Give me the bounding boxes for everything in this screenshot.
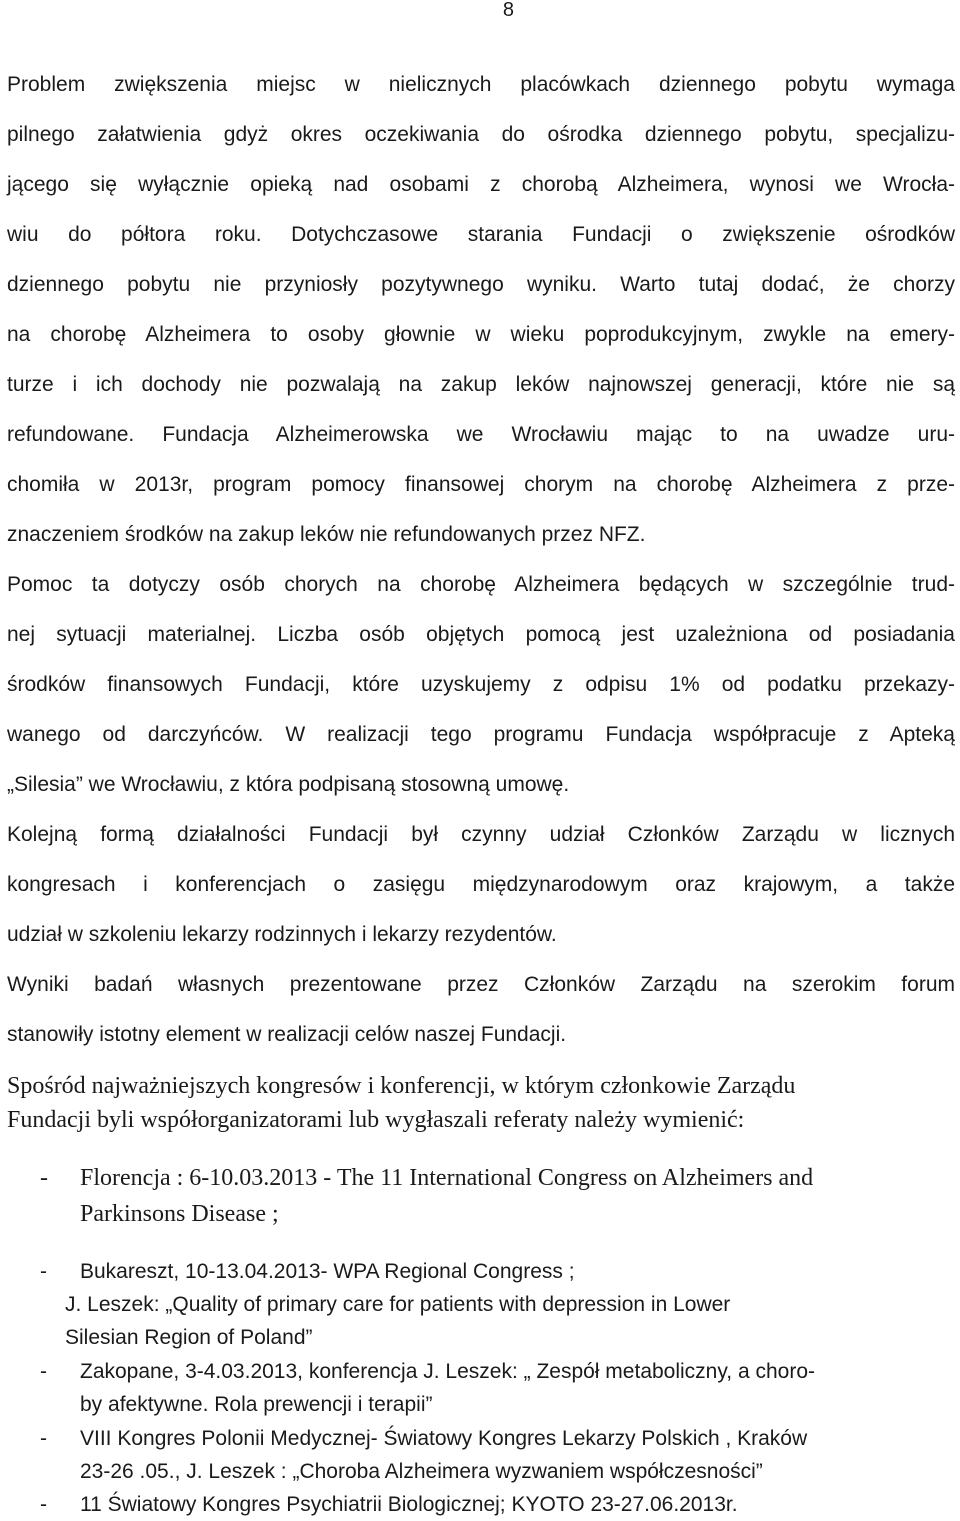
text-line: środków finansowych Fundacji, które uzyskujemy z odpisu 1% od podatku przekazy- — [7, 673, 955, 696]
text-line: refundowane. Fundacja Alzheimerowska we Wrocławiu mając to na uwadze uru- — [7, 423, 955, 446]
list-item-text: Silesian Region of Poland” — [65, 1326, 313, 1349]
text-line: Pomoc ta dotyczy osób chorych na chorobę Alzheimera będących w szczególnie trud- — [7, 573, 955, 596]
text-line: na chorobę Alzheimera to osoby głownie w wieku poprodukcyjnym, zwykle na emery- — [7, 323, 955, 346]
text-line: „Silesia” we Wrocławiu, z która podpisaną stosowną umowę. — [7, 773, 570, 796]
text-line: Wyniki badań własnych prezentowane przez Członków Zarządu na szerokim forum — [7, 973, 955, 996]
text-line: stanowiły istotny element w realizacji celów naszej Fundacji. — [7, 1023, 567, 1046]
list-item-text: Florencja : 6-10.03.2013 - The 11 International Congress on Alzheimers and — [80, 1165, 814, 1191]
text-line: dziennego pobytu nie przyniosły pozytywnego wyniku. Warto tutaj dodać, że chorzy — [7, 273, 955, 296]
text-line: chomiła w 2013r, program pomocy finansowej chorym na chorobę Alzheimera z prze- — [7, 473, 955, 496]
text-line: jącego się wyłącznie opieką nad osobami z chorobą Alzheimera, wynosi we Wrocła- — [7, 173, 955, 196]
text-line: wanego od darczyńców. W realizacji tego programu Fundacja współpracuje z Apteką — [7, 723, 955, 746]
text-line: Spośród najważniejszych kongresów i konferencji, w którym członkowie Zarządu — [7, 1073, 796, 1099]
list-dash: - — [40, 1260, 47, 1283]
text-line: Kolejną formą działalności Fundacji był czynny udział Członków Zarządu w licznych — [7, 823, 955, 846]
list-item-text: 11 Światowy Kongres Psychiatrii Biologicznej; KYOTO 23-27.06.2013r. — [80, 1493, 738, 1516]
list-item-text: Zakopane, 3-4.03.2013, konferencja J. Leszek: „ Zespół metaboliczny, a choro- — [80, 1360, 816, 1383]
list-dash: - — [40, 1360, 47, 1383]
list-dash: - — [40, 1427, 47, 1450]
text-line: udział w szkoleniu lekarzy rodzinnych i lekarzy rezydentów. — [7, 923, 557, 946]
text-line: turze i ich dochody nie pozwalają na zakup leków najnowszej generacji, które nie są — [7, 373, 955, 396]
list-item-text: Bukareszt, 10-13.04.2013- WPA Regional Congress ; — [80, 1260, 575, 1283]
list-item-text: by afektywne. Rola prewencji i terapii” — [80, 1393, 433, 1416]
text-line: Fundacji byli współorganizatorami lub wygłaszali referaty należy wymienić: — [7, 1107, 745, 1133]
list-dash: - — [40, 1165, 48, 1191]
list-item-text: 23-26 .05., J. Leszek : „Choroba Alzheimera wyzwaniem współczesności” — [80, 1460, 763, 1483]
list-item-text: J. Leszek: „Quality of primary care for patients with depression in Lower — [65, 1293, 731, 1316]
list-item-text: VIII Kongres Polonii Medycznej- Światowy Kongres Lekarzy Polskich , Kraków — [80, 1427, 808, 1450]
text-line: kongresach i konferencjach o zasięgu międzynarodowym oraz krajowym, a także — [7, 873, 955, 896]
text-line: pilnego załatwienia gdyż okres oczekiwania do ośrodka dziennego pobytu, specjalizu- — [7, 123, 955, 146]
list-dash: - — [40, 1493, 47, 1516]
list-item-text: Parkinsons Disease ; — [80, 1201, 279, 1227]
text-line: znaczeniem środków na zakup leków nie refundowanych przez NFZ. — [7, 523, 646, 546]
text-line: nej sytuacji materialnej. Liczba osób objętych pomocą jest uzależniona od posiadania — [7, 623, 955, 646]
page-number: 8 — [502, 0, 514, 21]
text-line: wiu do półtora roku. Dotychczasowe starania Fundacji o zwiększenie ośrodków — [7, 223, 955, 246]
text-line: Problem zwiększenia miejsc w nielicznych placówkach dziennego pobytu wymaga — [7, 73, 955, 96]
